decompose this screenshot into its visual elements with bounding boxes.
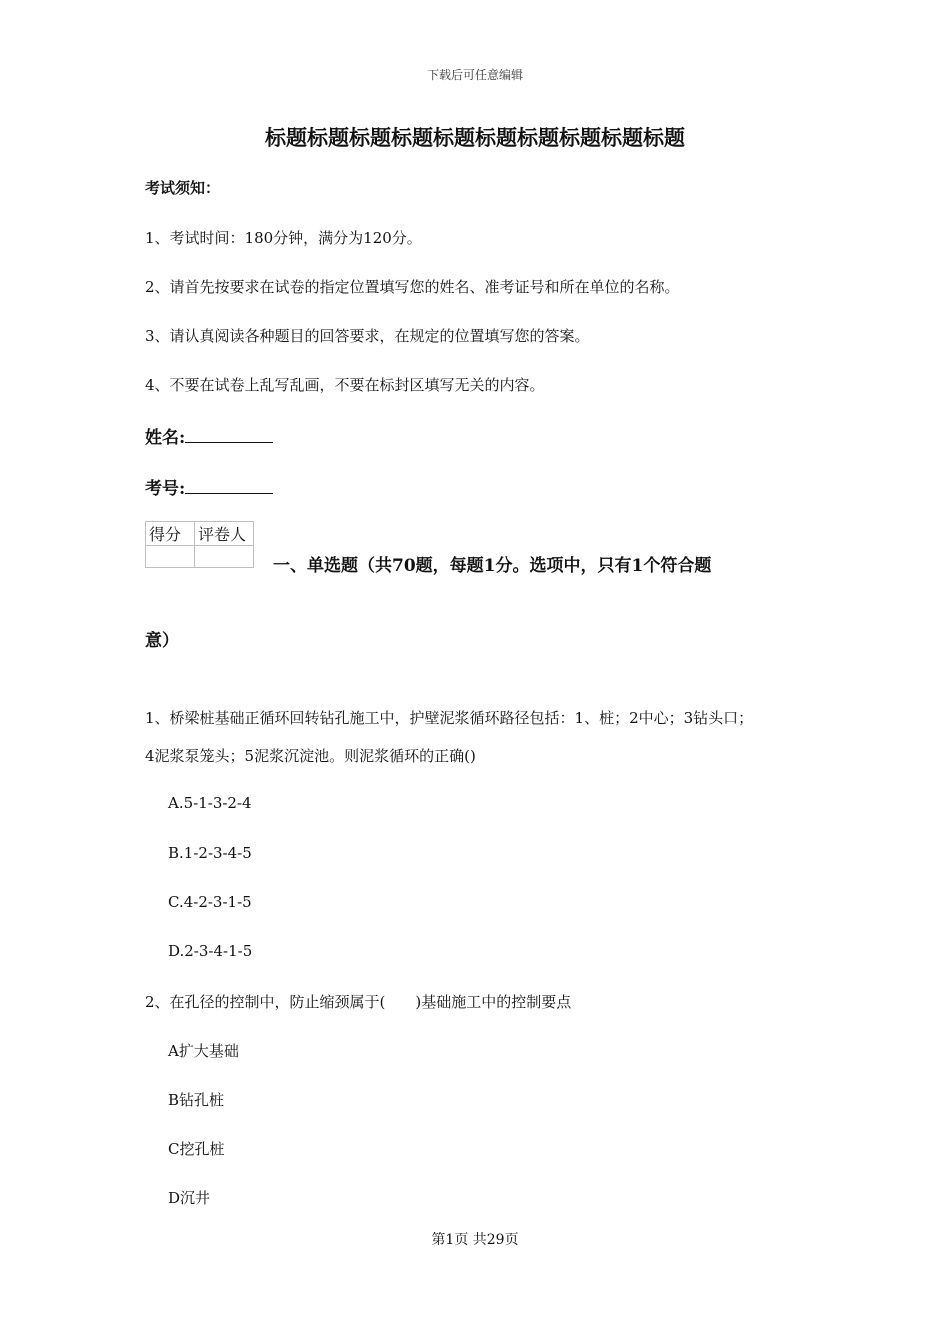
name-blank-line[interactable]	[185, 426, 273, 443]
question-1-text: 1、桥梁桩基础正循环回转钻孔施工中，护壁泥浆循环路径包括：1、桩；2中心；3钻头口；	[145, 709, 754, 727]
notice-heading: 考试须知：	[145, 179, 221, 197]
exam-id-blank-line[interactable]	[185, 477, 273, 494]
question-1-option-b: B.1-2-3-4-5	[168, 844, 252, 862]
score-table	[145, 521, 254, 568]
document-title: 标题标题标题标题标题标题标题标题标题标题	[265, 125, 685, 150]
grader-header: 评卷人	[195, 522, 254, 546]
question-2-option-a: A扩大基础	[168, 1042, 239, 1060]
notice-item: 4、不要在试卷上乱写乱画，不要在标封区填写无关的内容。	[145, 376, 545, 394]
question-1-text-continued: 4泥浆泵笼头；5泥浆沉淀池。则泥浆循环的正确()	[145, 747, 476, 765]
question-1-option-d: D.2-3-4-1-5	[168, 942, 253, 960]
exam-id-field[interactable]	[145, 474, 273, 499]
section-title: 一、单选题（共70题，每题1分。选项中，只有1个符合题	[273, 556, 712, 576]
question-1-option-a: A.5-1-3-2-4	[168, 794, 252, 812]
question-2-option-c: C挖孔桩	[168, 1140, 225, 1158]
notice-item: 2、请首先按要求在试卷的指定位置填写您的姓名、准考证号和所在单位的名称。	[145, 278, 680, 296]
name-field[interactable]	[145, 423, 273, 448]
page-number: 第1页 共29页	[431, 1232, 519, 1248]
page-header-note: 下载后可任意编辑	[426, 68, 523, 82]
score-cell[interactable]	[146, 546, 195, 568]
question-2-option-b: B钻孔桩	[168, 1091, 225, 1109]
name-label: 姓名:	[145, 428, 186, 448]
section-title-continued: 意）	[145, 631, 179, 651]
grader-cell[interactable]	[195, 546, 254, 568]
notice-item: 3、请认真阅读各种题目的回答要求，在规定的位置填写您的答案。	[145, 327, 590, 345]
question-1-option-c: C.4-2-3-1-5	[168, 893, 252, 911]
notice-item: 1、考试时间：180分钟，满分为120分。	[145, 229, 422, 247]
exam-id-label: 考号:	[145, 479, 186, 499]
score-header: 得分	[146, 522, 195, 546]
question-2-text: 2、在孔径的控制中，防止缩颈属于( )基础施工中的控制要点	[145, 993, 572, 1011]
question-2-option-d: D沉井	[168, 1189, 211, 1207]
